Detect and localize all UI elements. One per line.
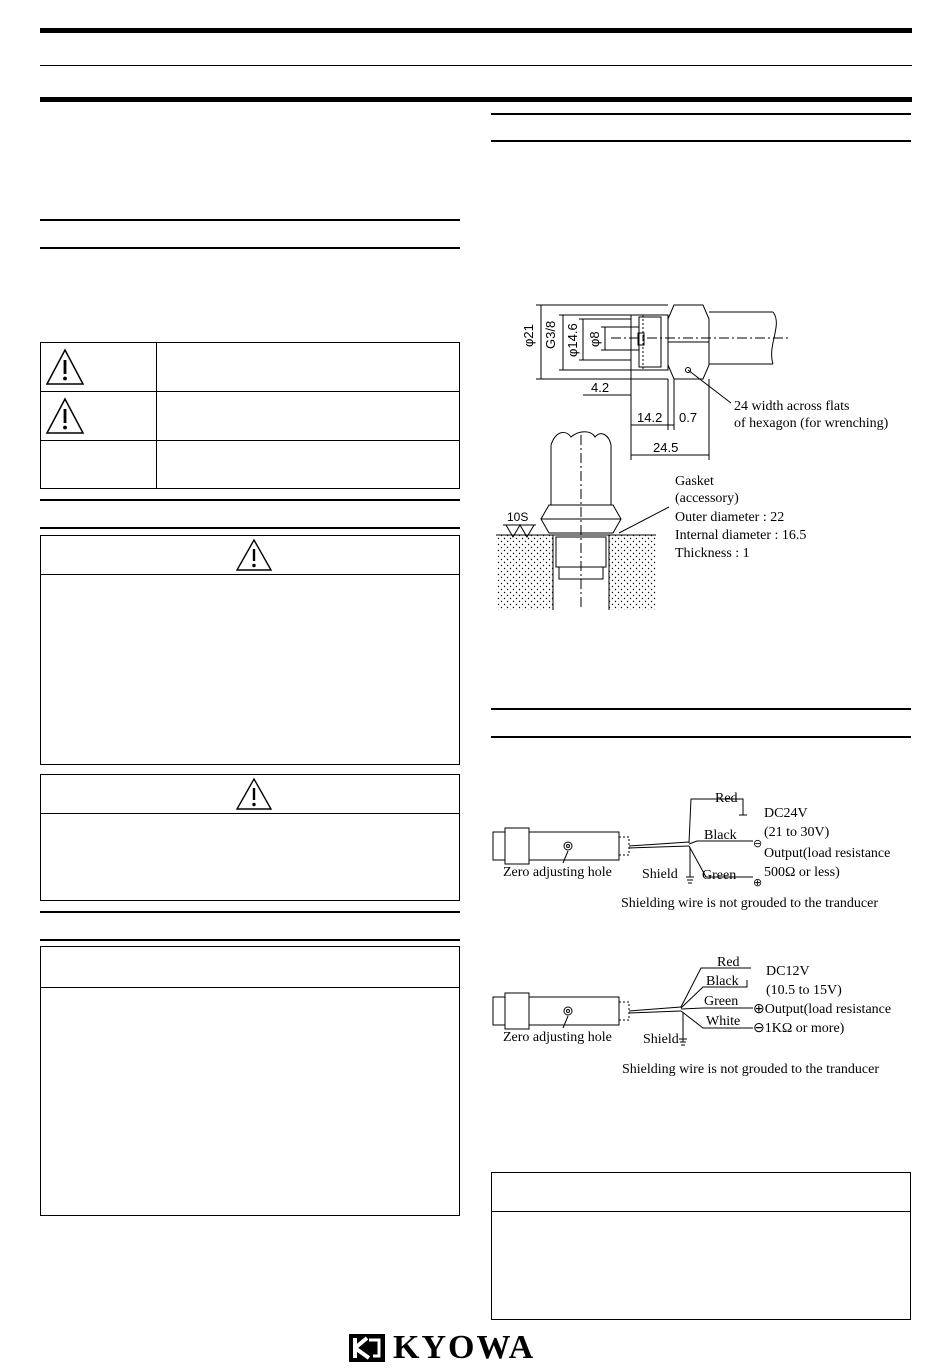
warning-icon bbox=[45, 347, 85, 387]
w12-white: White bbox=[706, 1014, 741, 1029]
w24-plus: ⊕ bbox=[753, 876, 763, 889]
w24-red: Red bbox=[715, 791, 738, 806]
gasket-subtitle: (accessory) bbox=[675, 491, 739, 506]
right-section2-bottom-rule bbox=[491, 736, 911, 738]
gasket-outer: Outer diameter : 22 bbox=[675, 510, 785, 525]
w24-green: Green bbox=[702, 868, 737, 883]
header-bottom-rule bbox=[40, 97, 912, 102]
right-section2-top-rule bbox=[491, 708, 911, 710]
caution-icon bbox=[45, 396, 85, 436]
dim-phi146: φ14.6 bbox=[565, 323, 580, 357]
wiring-diagram-12v bbox=[491, 950, 911, 1080]
w12-zero-hole: Zero adjusting hole bbox=[503, 1030, 612, 1045]
w12-range: (10.5 to 15V) bbox=[766, 983, 842, 998]
caution-box bbox=[40, 774, 460, 901]
right-note-box bbox=[491, 1172, 911, 1320]
hex-note-line1: 24 width across flats bbox=[734, 399, 850, 414]
dim-phi8: φ8 bbox=[587, 331, 602, 347]
spec-box-header-divider bbox=[41, 987, 459, 988]
hex-note-line2: of hexagon (for wrenching) bbox=[734, 416, 889, 431]
header-top-rule bbox=[40, 28, 912, 33]
dim-g38: G3/8 bbox=[543, 320, 558, 349]
kyowa-logo bbox=[349, 1329, 536, 1366]
dimension-drawing bbox=[491, 285, 911, 625]
right-section1-bottom-rule bbox=[491, 140, 911, 142]
right-section1-top-rule bbox=[491, 113, 911, 115]
header-mid-rule bbox=[40, 65, 912, 66]
w24-note: Shielding wire is not grouded to the tranducer bbox=[621, 896, 878, 911]
w12-red: Red bbox=[717, 955, 740, 970]
w24-black: Black bbox=[704, 828, 737, 843]
kyowa-logo-mark bbox=[349, 1334, 385, 1362]
dim-24-5: 24.5 bbox=[653, 440, 679, 455]
left-section1-top-rule bbox=[40, 219, 460, 221]
w12-shield: Shield bbox=[643, 1032, 679, 1047]
kyowa-logo-text: KYOWA bbox=[393, 1329, 536, 1366]
w12-black: Black bbox=[706, 974, 739, 989]
w12-supply: DC12V bbox=[766, 964, 810, 979]
legend-divider-h2 bbox=[41, 440, 459, 441]
warning-box-header-divider bbox=[41, 574, 459, 575]
caution-box-icon bbox=[235, 777, 273, 811]
dim-14-2: 14.2 bbox=[637, 410, 663, 425]
w24-range: (21 to 30V) bbox=[764, 825, 830, 840]
warning-box-icon bbox=[235, 538, 273, 572]
w24-supply: DC24V bbox=[764, 806, 808, 821]
left-section2-top-rule bbox=[40, 499, 460, 501]
dim-phi21: φ21 bbox=[521, 324, 536, 347]
w24-out2: 500Ω or less) bbox=[764, 865, 840, 880]
legend-divider-v bbox=[156, 343, 157, 488]
gasket-title: Gasket bbox=[675, 474, 714, 489]
w24-zero-hole: Zero adjusting hole bbox=[503, 865, 612, 880]
w12-out1: ⊕Output(load resistance bbox=[753, 1002, 892, 1017]
dim-0-7: 0.7 bbox=[679, 410, 698, 425]
w24-minus: ⊖ bbox=[753, 837, 763, 850]
gasket-thickness: Thickness : 1 bbox=[675, 546, 750, 561]
spec-box bbox=[40, 946, 460, 1216]
caution-box-header-divider bbox=[41, 813, 459, 814]
left-section2-bottom-rule bbox=[40, 527, 460, 529]
w12-green: Green bbox=[704, 994, 739, 1009]
wiring-diagram-24v bbox=[491, 785, 911, 915]
legend-divider-h1 bbox=[41, 391, 459, 392]
finish-mark-label: 10S bbox=[507, 510, 529, 524]
w24-out1: Output(load resistance bbox=[764, 846, 891, 861]
left-section1-bottom-rule bbox=[40, 247, 460, 249]
w12-out2: ⊖1KΩ or more) bbox=[753, 1021, 845, 1036]
dim-4-2: 4.2 bbox=[591, 380, 610, 395]
w12-note: Shielding wire is not grouded to the tranducer bbox=[622, 1062, 879, 1077]
left-section3-bottom-rule bbox=[40, 939, 460, 941]
w24-shield: Shield bbox=[642, 867, 678, 882]
left-section3-top-rule bbox=[40, 911, 460, 913]
warning-box bbox=[40, 535, 460, 765]
right-note-box-header-divider bbox=[492, 1211, 910, 1212]
symbol-legend-table bbox=[40, 342, 460, 489]
gasket-inner: Internal diameter : 16.5 bbox=[675, 528, 807, 543]
